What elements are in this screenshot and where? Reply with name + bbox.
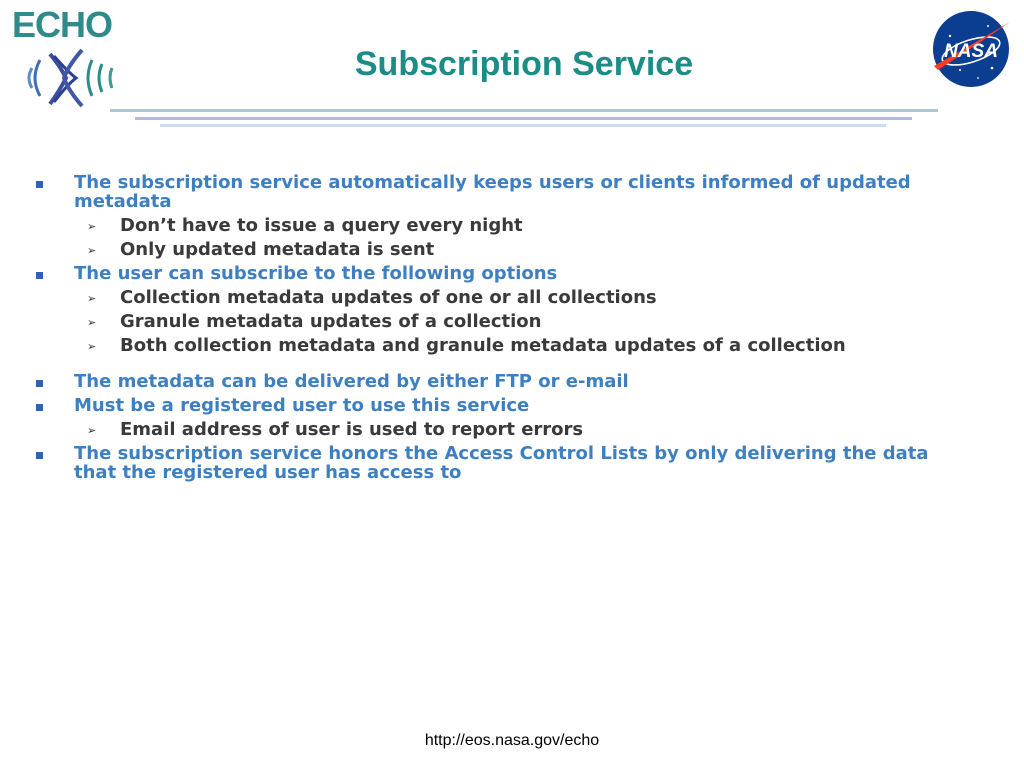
sub-bullet-item: [36, 216, 976, 235]
slide-title: Subscription Service: [354, 45, 694, 83]
arrow-bullet-icon: ➢: [87, 292, 97, 305]
arrow-bullet-icon: ➢: [87, 424, 97, 437]
echo-logo: [12, 6, 130, 110]
square-bullet-icon: [36, 404, 43, 411]
slide-content: [36, 173, 976, 482]
bullet-item: [36, 264, 976, 283]
echo-waves-icon: [24, 46, 124, 110]
sub-bullet-text: Granule metadata updates of a collection: [120, 311, 542, 332]
square-bullet-icon: [36, 181, 43, 188]
bullet-text: The subscription service honors the Access Control Lists by only delivering the data that the registered user has access to: [74, 443, 929, 483]
sub-bullet-item: [36, 312, 976, 331]
square-bullet-icon: [36, 380, 43, 387]
bullet-item: [36, 396, 976, 415]
bullet-text: Must be a registered user to use this service: [74, 395, 530, 416]
nasa-logo-icon: [930, 8, 1012, 90]
square-bullet-icon: [36, 272, 43, 279]
arrow-bullet-icon: ➢: [87, 340, 97, 353]
sub-bullet-item: [36, 336, 976, 355]
bullet-item: [36, 444, 976, 482]
sub-bullet-text: Email address of user is used to report errors: [120, 419, 584, 440]
arrow-bullet-icon: ➢: [87, 316, 97, 329]
echo-logo-text: ECHO: [12, 4, 113, 45]
bullet-item: [36, 372, 976, 391]
sub-bullet-text: Collection metadata updates of one or all collections: [120, 287, 657, 308]
bullet-item: [36, 173, 976, 211]
nasa-logo-text: NASA: [944, 41, 998, 62]
sub-bullet-item: [36, 288, 976, 307]
bullet-text: The user can subscribe to the following options: [74, 263, 558, 284]
square-bullet-icon: [36, 452, 43, 459]
title-divider-bottom: [160, 124, 886, 127]
sub-bullet-text: Both collection metadata and granule metadata updates of a collection: [120, 335, 846, 356]
sub-bullet-text: Don’t have to issue a query every night: [120, 215, 523, 236]
arrow-bullet-icon: ➢: [87, 220, 97, 233]
footer-url: http://eos.nasa.gov/echo: [424, 732, 600, 749]
sub-bullet-item: [36, 240, 976, 259]
sub-bullet-text: Only updated metadata is sent: [120, 239, 435, 260]
arrow-bullet-icon: ➢: [87, 244, 97, 257]
title-divider-middle: [135, 117, 912, 120]
bullet-text: The metadata can be delivered by either FTP or e-mail: [74, 371, 629, 392]
title-divider-top: [110, 109, 938, 112]
bullet-text: The subscription service automatically keeps users or clients informed of updated metadata: [74, 172, 911, 212]
sub-bullet-item: [36, 420, 976, 439]
